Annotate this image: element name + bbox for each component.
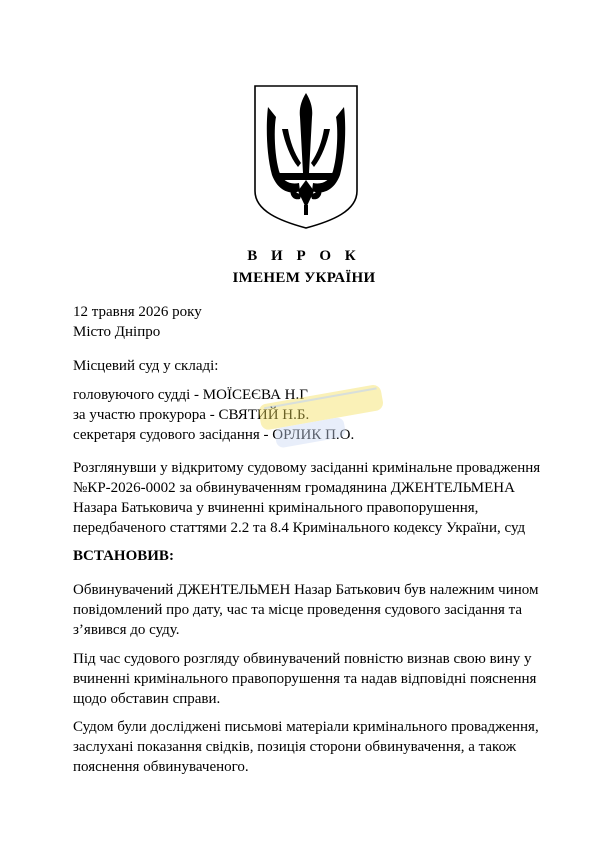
established-heading: ВСТАНОВИВ: bbox=[73, 548, 174, 564]
intro-line: передбаченого статтями 2.2 та 8.4 Кримінального кодексу України, суд bbox=[73, 520, 526, 536]
paragraph-line: повідомлений про дату, час та місце проведення судового засідання та bbox=[73, 602, 523, 618]
paragraph-line: вчиненні кримінального правопорушення та надав відповідні пояснення bbox=[73, 671, 537, 687]
paragraph-line: з’явився до суду. bbox=[73, 622, 180, 638]
ukraine-trident-emblem-icon bbox=[252, 83, 360, 230]
paragraph-line: заслухані показання свідків, позиція сторони обвинувачення, а також bbox=[73, 739, 517, 755]
paragraph-line: Обвинувачений ДЖЕНТЕЛЬМЕН Назар Батькович був належним чином bbox=[73, 582, 539, 598]
intro-line: Назара Батьковича у вчиненні кримінального правопорушення, bbox=[73, 500, 479, 516]
judge-line: головуючого судді - МОЇСЕЄВА Н.Г bbox=[73, 387, 308, 403]
verdict-city: Місто Дніпро bbox=[73, 324, 161, 340]
intro-line: №КР-2026-0002 за обвинуваченням громадянина ДЖЕНТЕЛЬМЕНА bbox=[73, 480, 515, 496]
prosecutor-line: за участю прокурора - СВЯТИЙ Н.Б. bbox=[73, 407, 310, 423]
verdict-date: 12 травня 2026 року bbox=[73, 304, 202, 320]
secretary-line: секретаря судового засідання - ОРЛИК П.О. bbox=[73, 427, 355, 443]
paragraph-line: пояснення обвинуваченого. bbox=[73, 759, 249, 775]
court-composition-label: Місцевий суд у складі: bbox=[73, 358, 219, 374]
document-subtitle: ІМЕНЕМ УКРАЇНИ bbox=[232, 270, 376, 286]
paragraph-line: Під час судового розгляду обвинувачений повністю визнав свою вину у bbox=[73, 651, 532, 667]
paragraph-line: Судом були досліджені письмові матеріали кримінального провадження, bbox=[73, 719, 539, 735]
document-title: В И Р О К bbox=[247, 248, 361, 264]
paragraph-line: щодо обставин справи. bbox=[73, 691, 221, 707]
paragraph-1 bbox=[73, 580, 543, 640]
intro-line: Розглянувши у відкритому судовому засіданні кримінальне провадження bbox=[73, 460, 541, 476]
watermark-logo-icon bbox=[253, 384, 395, 454]
paragraph-2 bbox=[73, 649, 543, 709]
paragraph-3 bbox=[73, 717, 543, 777]
intro-paragraph bbox=[73, 458, 543, 538]
